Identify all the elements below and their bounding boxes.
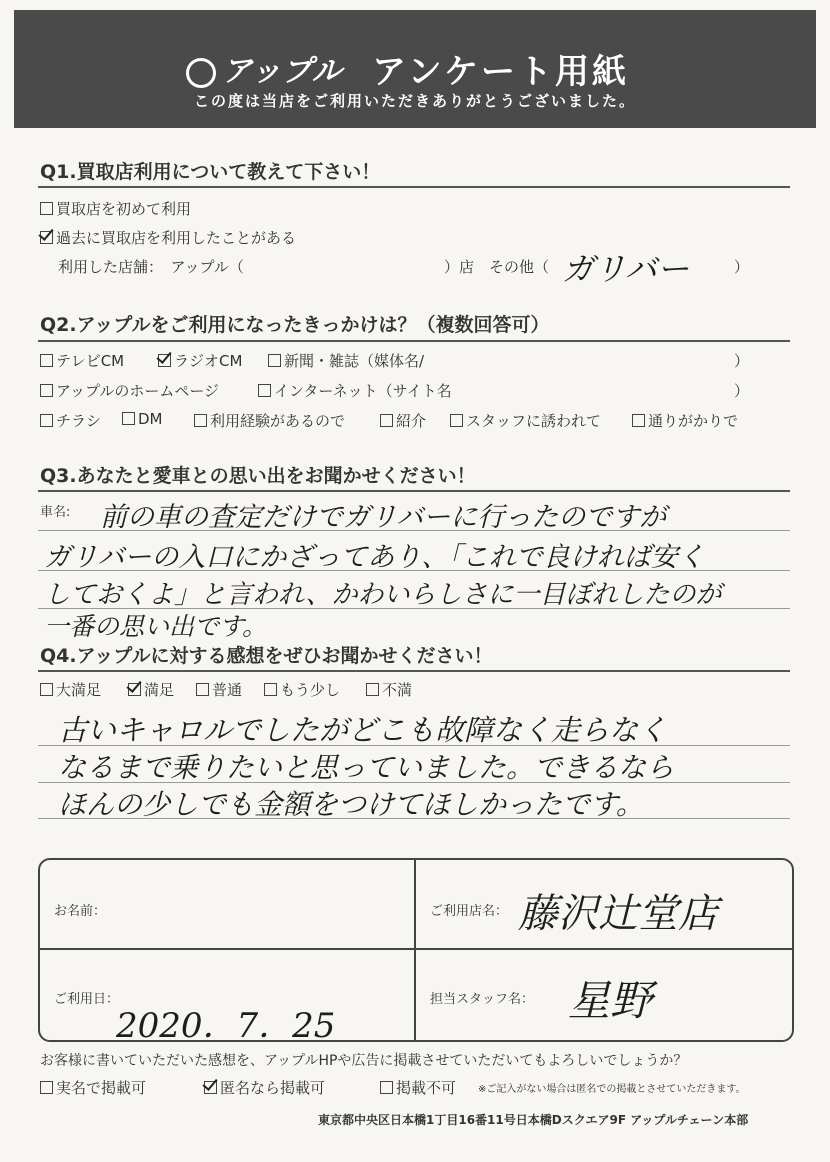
q2-option-tvcm[interactable]: テレビCM	[40, 350, 124, 371]
q4-divider	[38, 670, 790, 672]
q2-option-internet[interactable]: インターネット（サイト名	[258, 380, 452, 401]
q3-answer-line-1[interactable]: 前の車の査定だけでガリバーに行ったのですが	[100, 502, 667, 533]
q2-option-flyer[interactable]: チラシ	[40, 410, 101, 431]
q4-option-little-more[interactable]: もう少し	[264, 679, 340, 700]
q4-option-dissatisfied[interactable]: 不満	[366, 679, 412, 700]
q4-answer-line-2[interactable]: なるまで乗りたいと思っていました。できるなら	[58, 751, 675, 784]
consent-option-not-allowed[interactable]: 掲載不可	[380, 1077, 456, 1098]
store-name-value[interactable]: 藤沢辻堂店	[518, 891, 718, 937]
checkbox-flyer[interactable]	[40, 414, 53, 427]
checkbox-radiocm[interactable]	[158, 354, 171, 367]
checkbox-dissatisfied[interactable]	[366, 683, 379, 696]
checkbox-first-time[interactable]	[40, 202, 53, 215]
staff-label: 担当スタッフ名：	[430, 992, 535, 1007]
q2-divider	[38, 340, 790, 342]
date-label: ご利用日：	[54, 992, 120, 1007]
q4-option-very-satisfied[interactable]: 大満足	[40, 679, 101, 700]
checkbox-passing[interactable]	[632, 414, 645, 427]
q4-answer-line-3[interactable]: ほんの少しでも金額をつけてほしかったです。	[58, 788, 644, 821]
checkbox-satisfied[interactable]	[128, 683, 141, 696]
q1-question: Q1.買取店利用について教えて下さい！	[40, 161, 381, 183]
q1-other-answer[interactable]: ガリバー	[562, 250, 690, 288]
q3-divider	[38, 490, 790, 492]
q2-option-experience[interactable]: 利用経験があるので	[194, 410, 345, 431]
checkbox-not-allowed[interactable]	[380, 1081, 393, 1094]
consent-note: ※ご記入がない場合は匿名での掲載とさせていただきます。	[478, 1084, 746, 1095]
checkbox-used-before[interactable]	[40, 231, 53, 244]
q2-option-staff[interactable]: スタッフに誘われて	[450, 410, 601, 431]
checkbox-normal[interactable]	[196, 683, 209, 696]
q4-answer-line-1[interactable]: 古いキャロルでしたがどこも故障なく走らなく	[58, 713, 668, 747]
apple-logo-icon	[186, 58, 216, 88]
q1-store-end: ）	[734, 258, 750, 276]
q2-question: Q2.アップルをご利用になったきっかけは？（複数回答可）	[40, 314, 550, 336]
checkbox-very-satisfied[interactable]	[40, 683, 53, 696]
q2-option-dm[interactable]: DM	[122, 410, 163, 428]
logo-text: アップル	[222, 54, 343, 89]
info-vertical-divider	[414, 860, 416, 1040]
checkbox-real-name[interactable]	[40, 1081, 53, 1094]
footer-address: 東京都中央区日本橋1丁目16番11号日本橋Dスクエア9F アップルチェーン本部	[318, 1113, 749, 1127]
checkbox-dm[interactable]	[122, 412, 135, 425]
q4-question: Q4.アップルに対する感想をぜひお聞かせください！	[40, 645, 493, 667]
q3-answer-line-2[interactable]: ガリバーの入口にかざってあり、「これで良ければ安く	[44, 542, 705, 573]
store-name-label: ご利用店名：	[430, 904, 509, 919]
name-label: お名前：	[54, 904, 107, 919]
form-subtitle: この度は当店をご利用いただきありがとうございました。	[193, 92, 636, 110]
checkbox-little-more[interactable]	[264, 683, 277, 696]
q2-row1-end: ）	[734, 352, 750, 370]
checkbox-newspaper[interactable]	[268, 354, 281, 367]
q1-divider	[38, 186, 790, 188]
q2-option-homepage[interactable]: アップルのホームページ	[40, 380, 219, 401]
q2-option-radiocm[interactable]: ラジオCM	[158, 350, 242, 371]
q3-answer-line-4[interactable]: 一番の思い出です。	[44, 612, 268, 641]
q3-question: Q3.あなたと愛車との思い出をお聞かせください！	[40, 465, 476, 487]
form-title: アンケート用紙	[372, 52, 629, 92]
checkbox-experience[interactable]	[194, 414, 207, 427]
checkbox-tvcm[interactable]	[40, 354, 53, 367]
consent-option-anonymous[interactable]: 匿名なら掲載可	[204, 1077, 325, 1098]
q2-option-newspaper[interactable]: 新聞・雑誌（媒体名/	[268, 350, 424, 371]
header-banner	[14, 10, 816, 128]
checkbox-anonymous[interactable]	[204, 1081, 217, 1094]
q4-option-normal[interactable]: 普通	[196, 679, 242, 700]
date-value[interactable]: 2020．7．25	[116, 1006, 336, 1046]
q1-store-prefix: 利用した店舗： アップル（	[58, 258, 244, 276]
customer-info-box	[38, 858, 794, 1046]
staff-value[interactable]: 星野	[568, 976, 653, 1025]
q3-car-label: 車名:	[40, 505, 71, 520]
checkbox-staff[interactable]	[450, 414, 463, 427]
logo	[186, 46, 343, 90]
q3-answer-line-3[interactable]: しておくよ」と言われ、かわいらしさに一目ぼれしたのが	[44, 580, 722, 610]
checkbox-referral[interactable]	[380, 414, 393, 427]
q1-option-used-before[interactable]: 過去に買取店を利用したことがある	[40, 227, 296, 248]
q1-option-first-time[interactable]: 買取店を初めて利用	[40, 198, 191, 219]
q4-option-satisfied[interactable]: 満足	[128, 679, 174, 700]
q2-option-referral[interactable]: 紹介	[380, 410, 426, 431]
consent-question: お客様に書いていただいた感想を、アップルHPや広告に掲載させていただいてもよろしいでしょうか？	[40, 1053, 688, 1069]
consent-option-real-name[interactable]: 実名で掲載可	[40, 1077, 146, 1098]
checkbox-homepage[interactable]	[40, 384, 53, 397]
q2-row2-end: ）	[734, 382, 750, 400]
q2-option-passing[interactable]: 通りがかりで	[632, 410, 738, 431]
q1-store-suffix: ）店 その他（	[444, 258, 550, 276]
info-horizontal-divider	[40, 948, 792, 950]
checkbox-internet[interactable]	[258, 384, 271, 397]
